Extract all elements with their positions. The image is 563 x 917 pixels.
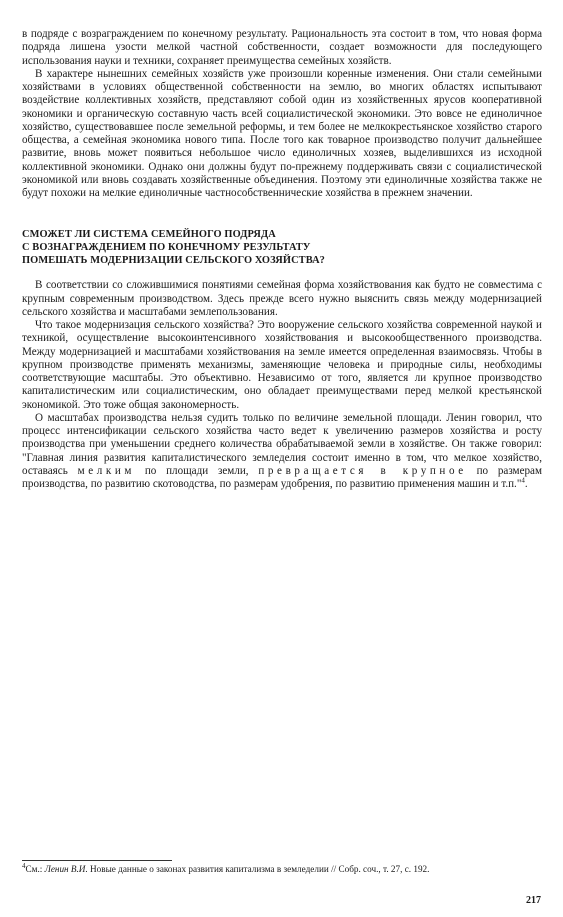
quote-text-part: по площади земли, — [144, 464, 249, 477]
footnote-text: Новые данные о законах развития капитализма в земледелии // Собр. соч., т. 27, с. 192. — [90, 864, 430, 874]
paragraph-compatibility: В соответствии со сложившимися понятиями семейная форма хозяйствования как будто не совместима с крупным современным производством. Здесь прежде всего нужно выяснить связь между модернизацией сельского хозяйства и масштабами землепользования. — [22, 279, 542, 318]
footnote-divider — [22, 860, 172, 861]
spaced-emphasis: мелким — [77, 464, 136, 477]
paragraph-continuation: в подряде с возраграждением по конечному результату. Рациональность эта состоит в том, что новая форма подряда лишена узости мелкой частной собственности, создает возможности для последующего использования науки и техники, сохраняет преимущества семейных хозяйств. — [22, 28, 542, 67]
page-body — [22, 28, 542, 491]
heading-line: СМОЖЕТ ЛИ СИСТЕМА СЕМЕЙНОГО ПОДРЯДА — [22, 229, 276, 241]
page-number: 217 — [526, 895, 541, 906]
footnote-author: Ленин В.И. — [44, 864, 88, 874]
footnote-reference: 4 — [521, 476, 525, 485]
paragraph-lenin-quote: О масштабах производства нельзя судить только по величине земельной площади. Ленин говорил, что процесс интенсификации сельского хозяйства часто ведет к увеличению размеров хозяйства и росту производства при уменьшении среднего количества обрабатываемой земли в хозяйстве. Он также говорил: "Главная линия развития капиталистического земледелия состоит именно в том, что мелкое хозяйство, оставаясь мелким по площади земли, превращается в крупное по размерам производства, по развитию скотоводства, по размерам удобрения, по развитию применения машин и т.п."$^4$. — [22, 411, 542, 490]
paragraph-modernization: Что такое модернизация сельского хозяйства? Это вооружение сельского хозяйства современной наукой и техникой, осуществление высокоинтенсивного хозяйствования и высокообщественного производства. Между модернизацией и масштабами хозяйствования на земле имеется определенная взаимосвязь. Чтобы в крупном производстве применять механизмы, заменяющие человека и природные силы, необходимы соответствующие масштабы. Это объективно. Независимо от того, является ли крупное производство капиталистическим или социалистическим, оно обладает преимуществами перед мелкой крестьянской экономикой. Это тоже общая закономерность. — [22, 319, 542, 411]
quote-text-part: О масштабах производства нельзя судить только по величине земельной площади. Ленин говорил, что процесс интенсификации сельского хозяйства часто ведет к увеличению размеров хозяйства и росту производства при уменьшении среднего количества обрабатываемой земли в хозяйстве. Он также говорил: "Главная линия развития капиталистического земледелия состоит именно в том, что мелкое хозяйство, оставаясь — [22, 411, 542, 477]
paragraph-family-farms: В характере нынешних семейных хозяйств уже произошли коренные изменения. Они стали семейными хозяйствами в условиях общественной собственности на землю, во многих областях испытывают воздействие коллективных хозяйств, представляют собой один из хозяйственных ярусов кооперативной экономики и органическую составную часть всей социалистической экономики. Это вовсе не единоличное хозяйство, существовавшее после земельной реформы, и тем более не мелкокрестьянское хозяйство старого общества, а семейная экономика нового типа. После того как товарное производство получит дальнейшее развитие, вновь может появиться небольшое число единоличных хозяев, выделившихся из исходной коллективной экономики. Однако они должны будут по-прежнему поддерживать связи с социалистической экономикой или вновь создавать хозяйственные объединения. Поэтому эти единоличные хозяйства также не будут похожи на мелкие единоличные частнособственнические хозяйства в прежнем значении. — [22, 67, 542, 199]
footnote-prefix: См.: — [25, 864, 43, 874]
section-heading — [22, 228, 542, 267]
heading-line: ПОМЕШАТЬ МОДЕРНИЗАЦИИ СЕЛЬСКОГО ХОЗЯЙСТВА? — [22, 255, 325, 267]
quote-text-part: по размерам производства, по развитию скотоводства, по размерам удобрения, по развитию применения машин и т.п." — [22, 464, 542, 490]
heading-line: С ВОЗНАГРАЖДЕНИЕМ ПО КОНЕЧНОМУ РЕЗУЛЬТАТУ — [22, 242, 311, 254]
footnote — [22, 861, 542, 876]
spaced-emphasis: превращается в крупное — [258, 464, 467, 477]
footnote-mark: 4 — [22, 861, 26, 870]
